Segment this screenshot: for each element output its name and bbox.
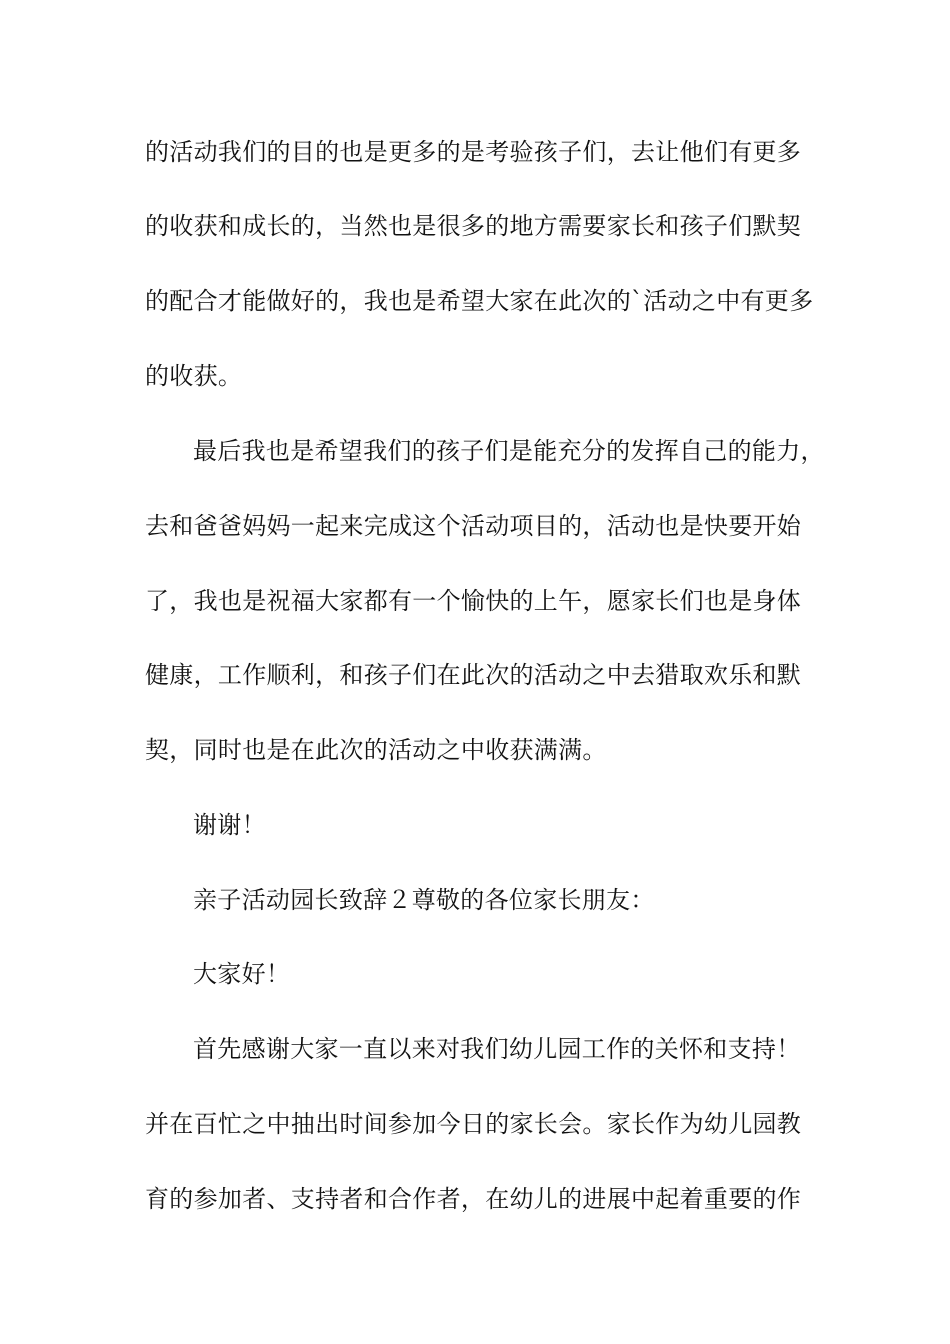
text-line: 大家好！ [193,960,291,988]
text-line: 去和爸爸妈妈一起来完成这个活动项目的，活动也是快要开始 [145,512,802,540]
text-line: 的收获。 [145,362,243,390]
text-line: 的配合才能做好的，我也是希望大家在此次的`活动之中有更多 [145,287,814,315]
text-line: 并在百忙之中抽出时间参加今日的家长会。家长作为幼儿园教 [145,1110,802,1138]
text-line: 首先感谢大家一直以来对我们幼儿园工作的关怀和支持！ [193,1035,801,1063]
text-line: 育的参加者、支持者和合作者，在幼儿的进展中起着重要的作 [145,1185,802,1213]
text-line: 谢谢！ [193,811,266,839]
text-line: 的收获和成长的，当然也是很多的地方需要家长和孩子们默契 [145,212,802,240]
text-line: 了，我也是祝福大家都有一个愉快的上午，愿家长们也是身体 [145,587,802,615]
text-line: 的活动我们的目的也是更多的是考验孩子们，去让他们有更多 [145,138,802,166]
text-line: 亲子活动园长致辞２尊敬的各位家长朋友： [193,886,655,914]
text-line: 健康，工作顺利，和孩子们在此次的活动之中去猎取欢乐和默 [145,661,802,689]
text-line: 最后我也是希望我们的孩子们是能充分的发挥自己的能力， [193,437,825,465]
text-line: 契，同时也是在此次的活动之中收获满满。 [145,736,607,764]
